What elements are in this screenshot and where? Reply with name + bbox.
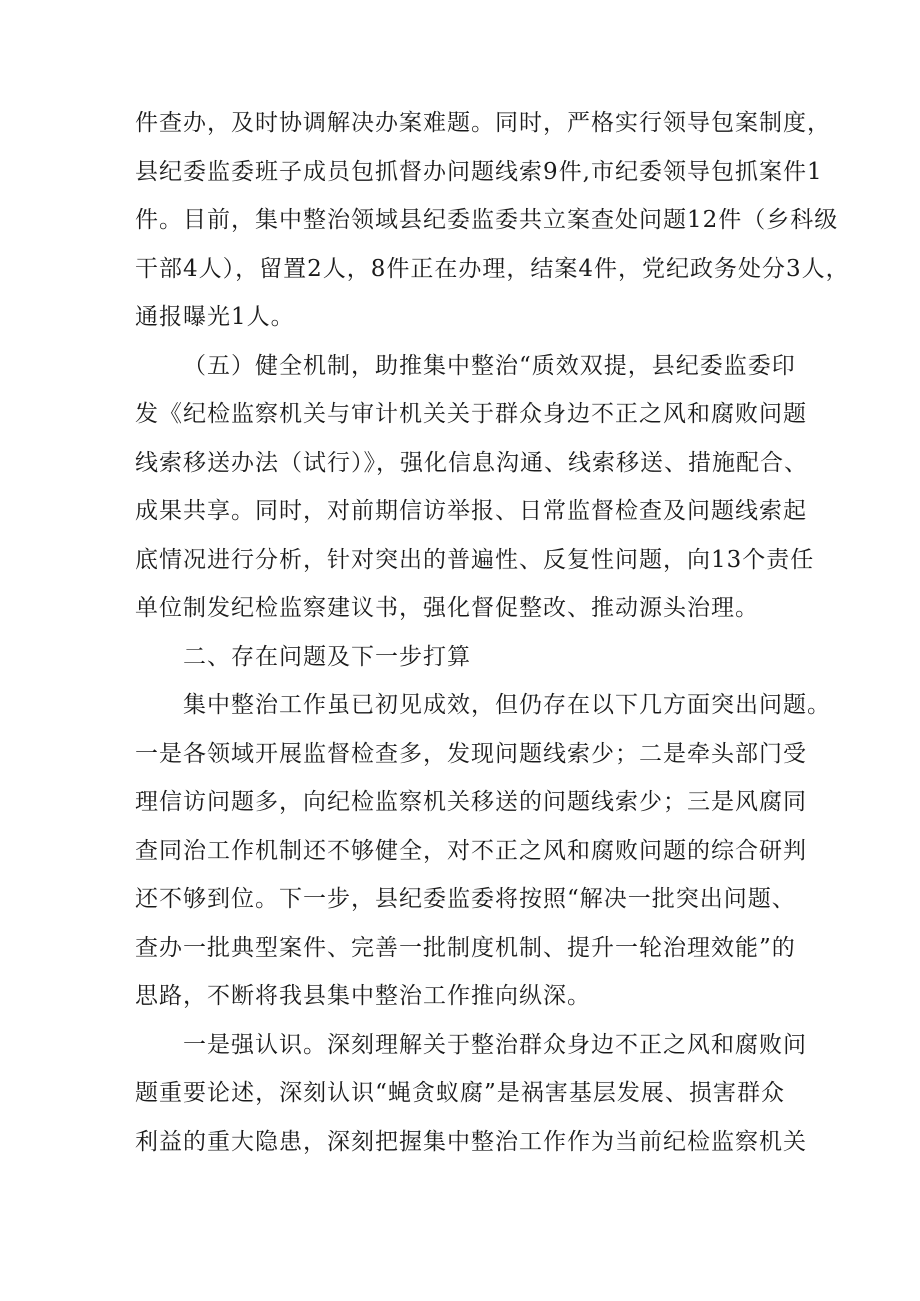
text-line: 通报曝光1人。 — [135, 304, 295, 330]
section-heading: 二、存在问题及下一步打算 — [183, 643, 471, 670]
text-line: 件查办，及时协调解决办案难题。同时，严格实行领导包案制度， — [135, 110, 831, 136]
text-line: 干部4人），留置2人，8件正在办理，结案4件，党纪政务处分3人， — [135, 255, 850, 282]
document-body — [135, 99, 850, 1166]
text-line: 查同治工作机制还不够健全，对不正之风和腐败问题的综合研判 — [135, 837, 807, 864]
text-line: 县纪委监委班子成员包抓督办问题线索9件,市纪委领导包抓案件1 — [135, 158, 823, 185]
text-line: 还不够到位。下一步，县纪委监委将按照“解决一批突出问题、 — [135, 886, 796, 912]
text-line: 理信访问题多，向纪检监察机关移送的问题线索少；三是风腐同 — [135, 789, 807, 815]
text-line: 题重要论述，深刻认识“蝇贪蚁腐”是祸害基层发展、损害群众 — [135, 1080, 785, 1106]
text-line: 发《纪检监察机关与审计机关关于群众身边不正之风和腐败问题 — [135, 401, 807, 427]
text-line: 利益的重大隐患，深刻把握集中整治工作作为当前纪检监察机关 — [135, 1128, 807, 1155]
text-line: 思路，不断将我县集中整治工作推向纵深。 — [135, 983, 591, 1009]
text-line: 底情况进行分析，针对突出的普遍性、反复性问题，向13个责任 — [135, 546, 815, 573]
text-line: 集中整治工作虽已初见成效，但仍存在以下几方面突出问题。 — [183, 692, 831, 718]
text-line: 一是强认识。深刻理解关于整治群众身边不正之风和腐败问 — [183, 1031, 807, 1058]
text-line: 线索移送办法（试行）》，强化信息沟通、线索移送、措施配合、 — [135, 449, 808, 476]
text-line: 查办一批典型案件、完善一批制度机制、提升一轮治理效能”的 — [135, 934, 796, 961]
text-line: 成果共享。同时，对前期信访举报、日常监督检查及问题线索起 — [135, 498, 807, 524]
text-line: 件。目前，集中整治领域县纪委监委共立案查处问题12件（乡科级 — [135, 207, 839, 233]
section-heading-line: （五）健全机制，助推集中整治“质效双提，县纪委监委印 — [183, 352, 796, 379]
text-line: 单位制发纪检监察建议书，强化督促整改、推动源头治理。 — [135, 595, 759, 621]
text-line: 一是各领域开展监督检查多，发现问题线索少；二是牵头部门受 — [135, 740, 807, 767]
